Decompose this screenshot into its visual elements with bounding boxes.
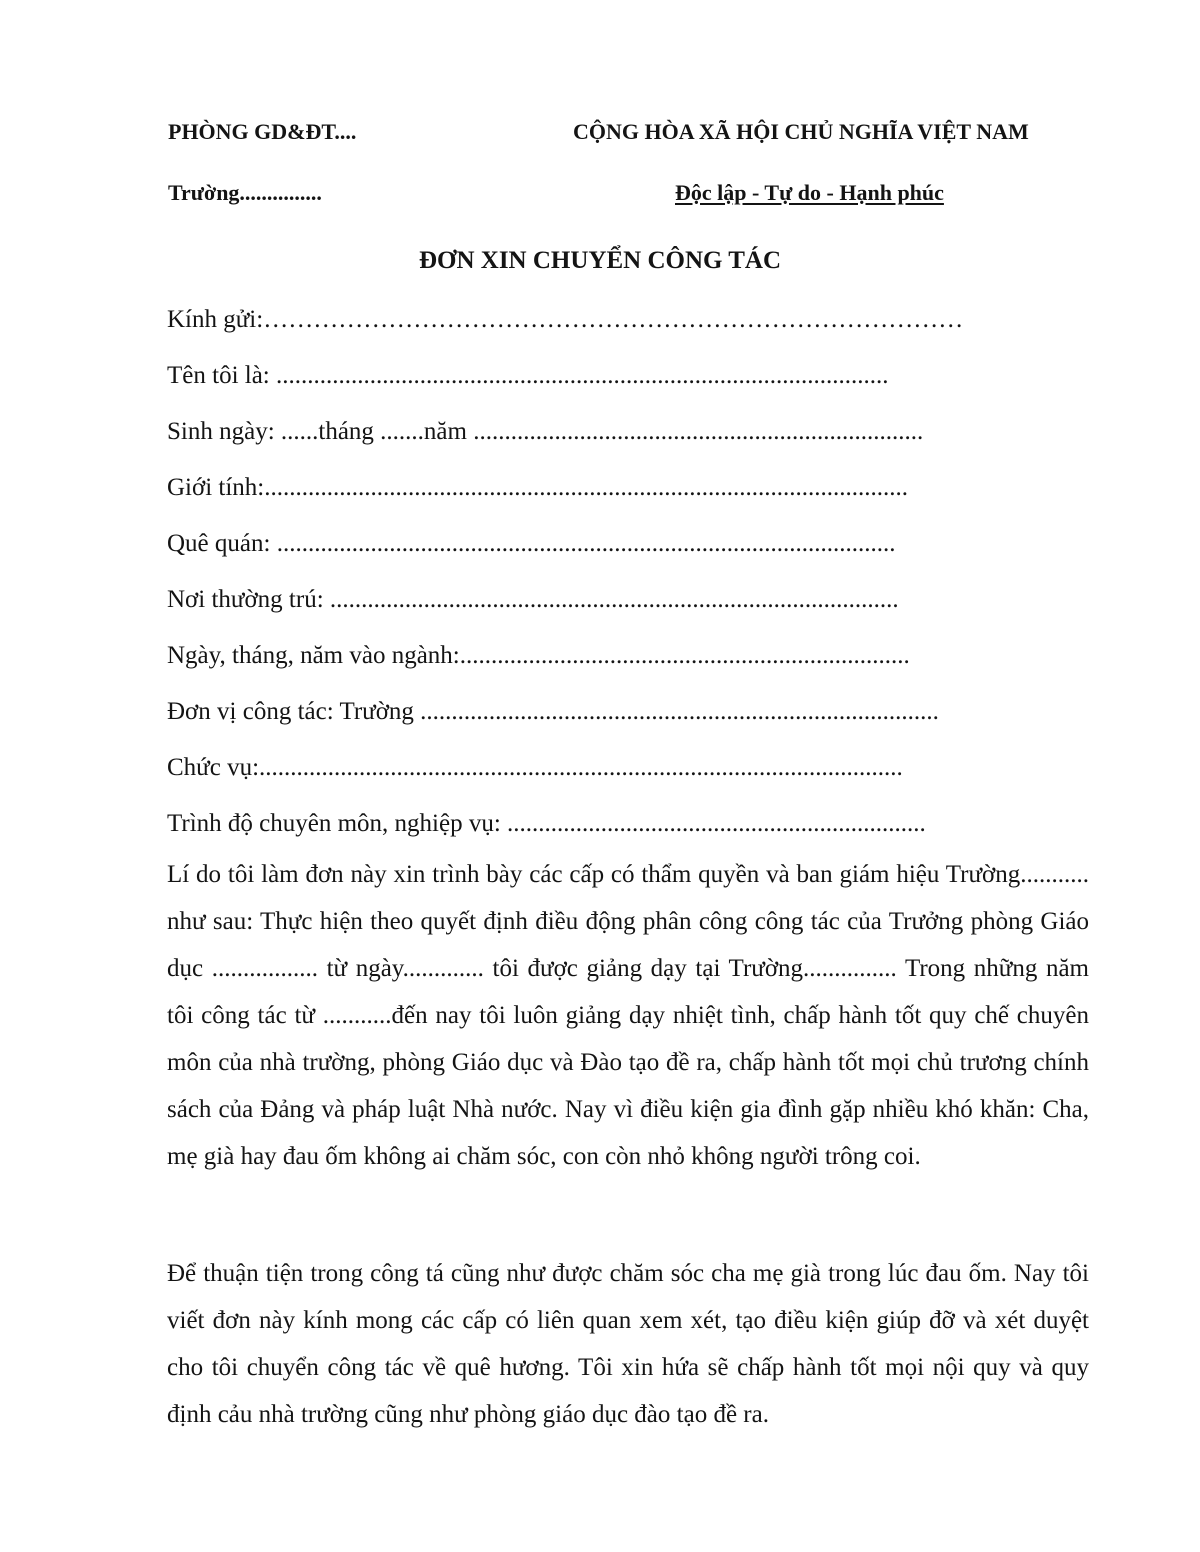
national-motto: Độc lập - Tự do - Hạnh phúc (675, 180, 944, 205)
field-workplace: Đơn vị công tác: Trường ................................................................................... (167, 698, 939, 725)
national-title: CỘNG HÒA XÃ HỘI CHỦ NGHĨA VIỆT NAM (573, 119, 1029, 144)
field-qualification: Trình độ chuyên môn, nghiệp vụ: ................................................................... (167, 810, 926, 837)
field-gender: Giới tính:....................................................................................................... (167, 474, 909, 501)
field-start-date: Ngày, tháng, năm vào ngành:........................................................................ (167, 642, 910, 669)
field-full-name: Tên tôi là: .................................................................................................. (167, 362, 889, 389)
document-title: ĐƠN XIN CHUYỂN CÔNG TÁC (418, 247, 782, 274)
field-date-of-birth: Sinh ngày: ......tháng .......năm ........................................................................ (167, 418, 924, 445)
request-paragraph: Để thuận tiện trong công tá cũng như được chăm sóc cha mẹ già trong lúc đau ốm. Nay tôi viết đơn này kính mong các cấp có liên quan xem xét, tạo điều kiện giúp đỡ và xét duyệt cho tôi chuyển công tác về quê hương. Tôi xin hứa sẽ chấp hành tốt mọi nội quy và quy định cảu nhà trường cũng như phòng giáo dục đào tạo đề ra. (167, 1260, 1089, 1428)
department-name: PHÒNG GD&ĐT.... (168, 119, 357, 144)
field-permanent-residence: Nơi thường trú: ........................................................................................... (167, 586, 899, 613)
reason-paragraph: Lí do tôi làm đơn này xin trình bày các cấp có thẩm quyền và ban giám hiệu Trường........... như sau: Thực hiện theo quyết định điều động phân công công tác của Trưởng phòng Giáo dục ................. từ ngày............. tôi được giảng dạy tại Trường............... Trong những năm tôi công tác từ ...........đến nay tôi luôn giảng dạy nhiệt tình, chấp hành tốt quy chế chuyên môn của nhà trường, phòng Giáo dục và Đào tạo đề ra, chấp hành tốt mọi chủ trương chính sách của Đảng và pháp luật Nhà nước. Nay vì điều kiện gia đình gặp nhiều khó khăn: Cha, mẹ già hay đau ốm không ai chăm sóc, con còn nhỏ không người trông coi. (167, 861, 1089, 1170)
school-name: Trường............... (168, 180, 322, 205)
field-position: Chức vụ:....................................................................................................... (167, 754, 903, 781)
field-hometown: Quê quán: ................................................................................................... (167, 530, 896, 557)
field-recipient: Kính gửi:………………………………………………………………………… (167, 306, 964, 333)
